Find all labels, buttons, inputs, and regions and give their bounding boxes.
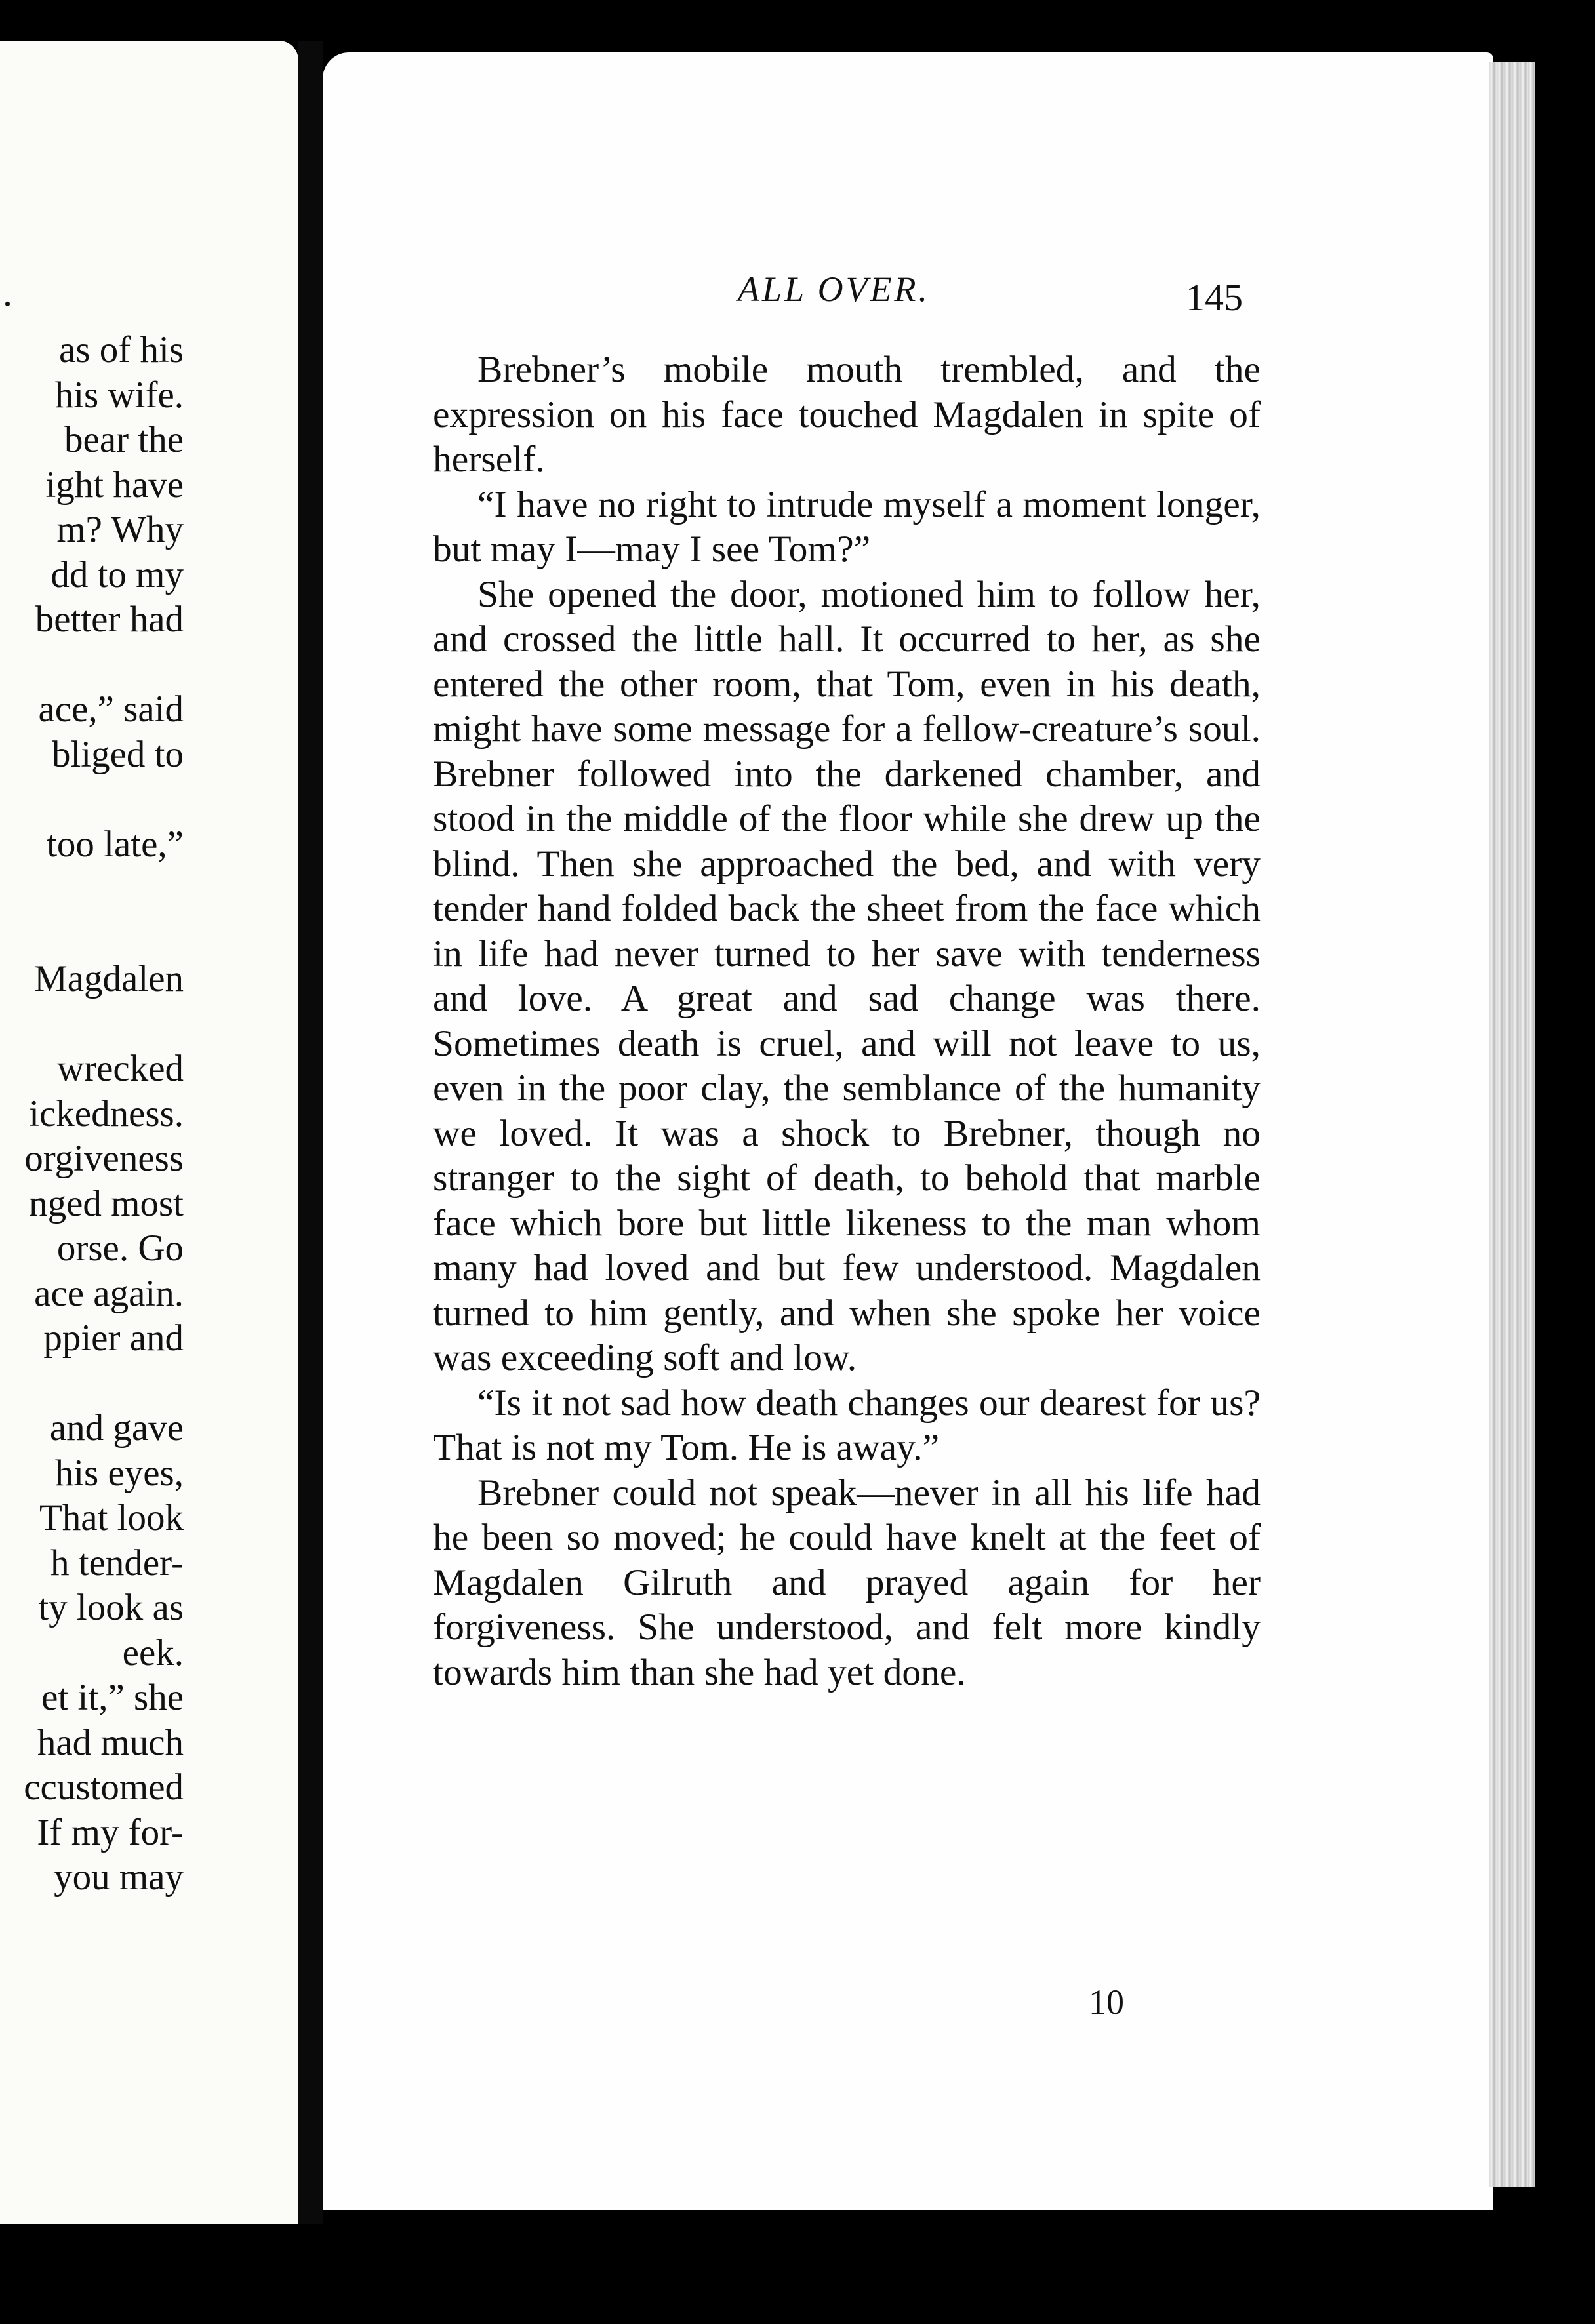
left-page-line: his eyes, xyxy=(54,1452,184,1494)
left-page-mark: . xyxy=(3,271,12,314)
paragraph: “Is it not sad how death changes our dearest for us? That is not my Tom. He is away.” xyxy=(433,1382,1261,1468)
left-page-line: ickedness. xyxy=(29,1092,184,1134)
left-page-line: better had xyxy=(35,599,184,640)
left-page-line: m? Why xyxy=(56,509,184,550)
paragraph: She opened the door, motioned him to follow her, and crossed the little hall. It occurred to her, as she entered the other room, that Tom, even in his death, might have some message for a fellow-creature’s soul. Brebner followed into the darkened chamber, and stood in the middle of the floor while she drew up the blind. Then she approached the bed, and with very tender hand folded back the sheet from the face which in life had never turned to her save with tenderness and love. A great and sad change was there. Sometimes death is cruel, and will not leave to us, even in the poor clay, the semblance of the humanity we loved. It was a shock to Brebner, though no stranger to the sight of death, to behold that marble face which bore but little likeness to the man whom many had loved and but few understood. Magdalen turned to him gently, and when she spoke her voice was exceeding soft and low. xyxy=(433,573,1261,1378)
left-page-line: That look xyxy=(39,1497,184,1538)
left-page-line: and gave xyxy=(49,1407,184,1449)
left-page-line: Magdalen xyxy=(34,958,184,999)
left-page-line: h tender- xyxy=(50,1542,184,1584)
paragraph: “I have no right to intrude myself a moment longer, but may I—may I see Tom?” xyxy=(433,483,1261,570)
paragraph: Brebner’s mobile mouth trembled, and the expression on his face touched Magdalen in spite of herself. xyxy=(433,349,1261,480)
left-page-line: ppier and xyxy=(43,1317,184,1359)
left-page-line: orse. Go xyxy=(56,1228,184,1269)
left-page-line: too late,” xyxy=(47,823,184,865)
left-page-line: bear the xyxy=(64,419,184,460)
page-edges xyxy=(1489,62,1535,2187)
left-page-line: his wife. xyxy=(54,374,184,416)
left-page-line: had much xyxy=(37,1721,184,1763)
running-head: ALL OVER. xyxy=(738,270,931,309)
body-text xyxy=(433,348,1261,1695)
left-page-line: ty look as xyxy=(38,1587,184,1628)
left-page-line: nged most xyxy=(29,1182,184,1224)
left-page-line: ace,” said xyxy=(38,689,184,730)
left-page-line: If my for- xyxy=(37,1811,184,1853)
left-page-line: orgiveness xyxy=(24,1138,184,1179)
page-number: 145 xyxy=(1186,276,1243,319)
paragraph: Brebner could not speak—never in all his life had he been so moved; he could have knelt at the feet of Magdalen Gilruth and prayed again for her forgiveness. She understood, and felt more kindly towards him than she had yet done. xyxy=(433,1472,1261,1693)
left-page-line: eek. xyxy=(122,1632,184,1673)
book-gutter xyxy=(298,41,323,2224)
left-page-line: ccustomed xyxy=(24,1767,184,1808)
left-page-line: bliged to xyxy=(51,733,184,775)
left-page-line: et it,” she xyxy=(41,1677,184,1718)
left-page-line: ight have xyxy=(45,464,184,506)
left-page-line: wrecked xyxy=(56,1048,184,1089)
left-page-line: ace again. xyxy=(34,1272,184,1314)
left-page xyxy=(0,41,298,2224)
left-page-line: dd to my xyxy=(50,553,184,595)
left-page-line: as of his xyxy=(59,329,184,371)
left-page-line: you may xyxy=(54,1856,184,1898)
signature-mark: 10 xyxy=(1089,1982,1124,2022)
